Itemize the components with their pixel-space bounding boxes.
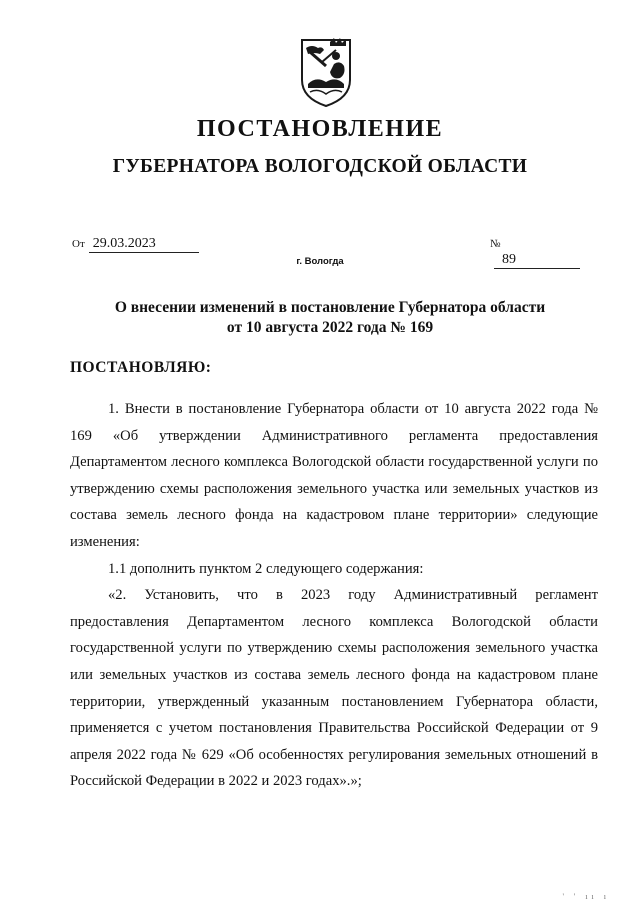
number-label: № [490,238,501,250]
date-label: От [72,238,85,250]
document-subtitle: ГУБЕРНАТОРА ВОЛОГОДСКОЙ ОБЛАСТИ [112,156,528,177]
resolve-heading: ПОСТАНОВЛЯЮ: [70,359,212,376]
vologda-coat-of-arms-icon [296,36,356,108]
heading-line-1: О внесении изменений в постановление Губернатора области [114,299,546,316]
document-title: ПОСТАНОВЛЕНИЕ [196,116,444,142]
paragraph: 1.1 дополнить пунктом 2 следующего содержания: [108,560,424,577]
paragraph: 1. Внести в постановление Губернатора области от 10 августа 2022 года № 169 «Об утверждении Административного регламента предоставления Департаментом лесного комплекса Вологодской области государственной услуги по утверждению схемы расположения земельного участка или земельных участков из состава земель лесного фонда на кадастровом плане территории» следующие изменения: [70,401,598,550]
number-value: 89 [494,252,580,269]
heading-line-2: от 10 августа 2022 года № 169 [226,319,434,336]
document-body [70,396,598,795]
scan-marks: ' ' ıı ı [562,892,610,901]
city-label: г. Вологда [296,256,344,267]
paragraph: «2. Установить, что в 2023 году Административный регламент предоставления Департаментом лесного комплекса Вологодской области государственной услуги по утверждению схемы расположения земельного участка или земельных участков из состава земель лесного фонда на кадастровом плане территории, утвержденный указанным постановлением Губернатора области, применяется с учетом постановления Правительства Российской Федерации от 9 апреля 2022 года № 629 «Об особенностях регулирования земельных отношений в Российской Федерации в 2022 и 2023 годах».»; [70,587,598,790]
date-block [72,236,199,253]
document-heading [60,298,600,338]
date-value: 29.03.2023 [89,236,199,253]
